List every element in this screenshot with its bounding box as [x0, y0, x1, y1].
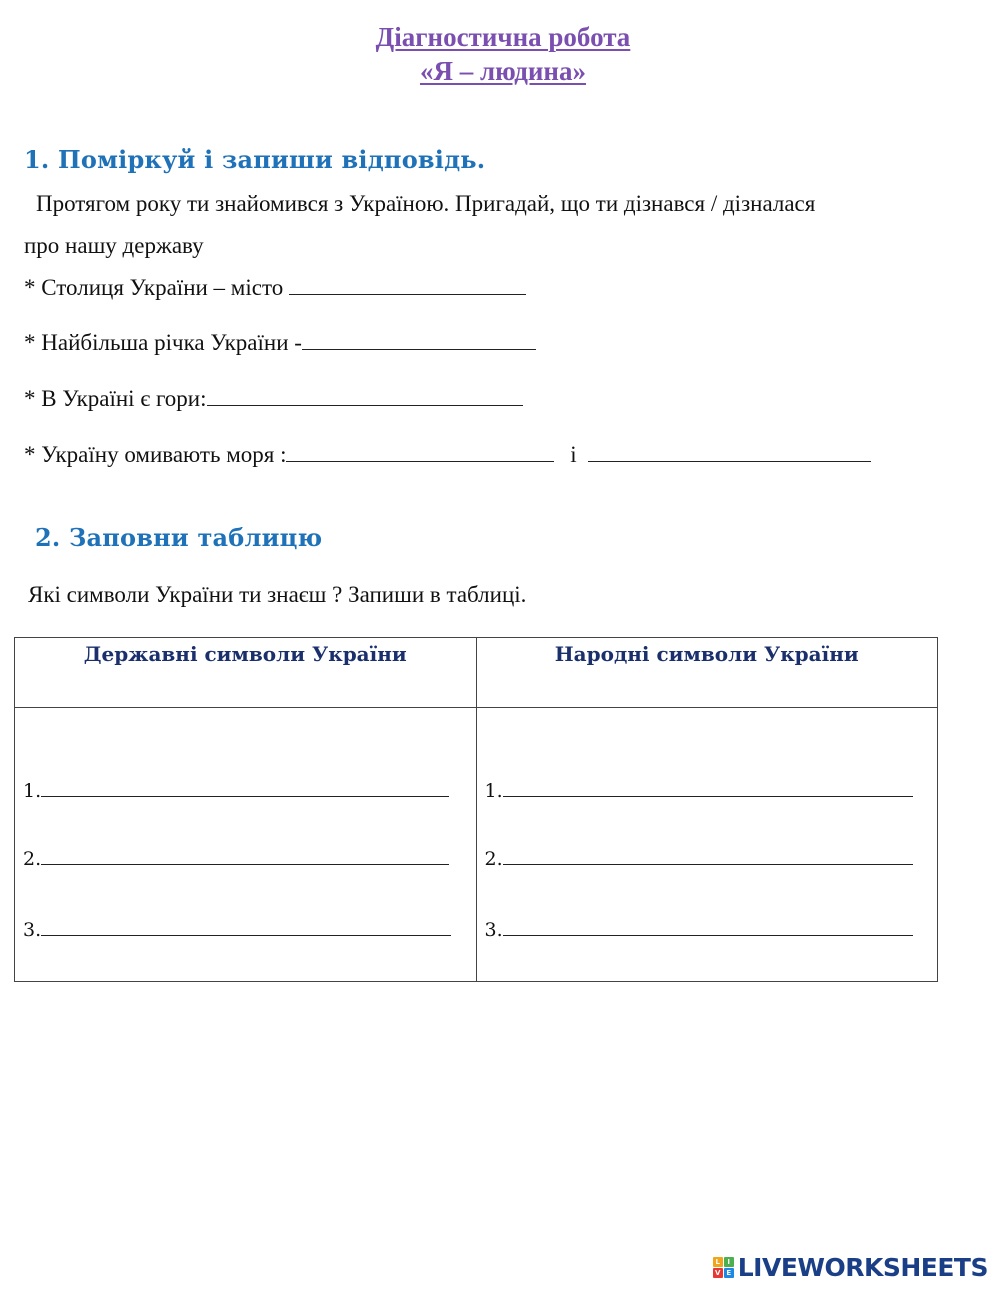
answer-blank-sea-2[interactable] — [588, 441, 871, 462]
symbols-table-header-row — [15, 638, 938, 708]
answer-blank-capital[interactable] — [289, 274, 526, 295]
line-number: 1. — [484, 780, 503, 802]
symbols-table-answer-row — [15, 708, 938, 982]
question-river — [24, 329, 536, 356]
question-mountains — [24, 385, 523, 412]
task1-intro-line1: Протягом року ти знайомився з Україною. Пригадай, що ти дізнався / дізналася — [36, 191, 816, 216]
question-seas-label: * Україну омивають моря : — [24, 442, 287, 467]
state-symbols-header: Державні символи України — [15, 638, 477, 708]
folk-symbol-blank-1[interactable] — [503, 780, 913, 797]
state-symbol-line-3 — [23, 919, 451, 941]
state-symbol-line-2 — [23, 848, 449, 870]
task1-intro-line2: про нашу державу — [24, 233, 204, 258]
folk-symbol-blank-2[interactable] — [503, 848, 913, 865]
folk-symbol-blank-3[interactable] — [503, 919, 913, 936]
state-symbol-blank-2[interactable] — [41, 848, 449, 865]
question-mountains-label: * В Україні є гори: — [24, 386, 207, 411]
line-number: 3. — [23, 919, 42, 941]
question-river-label: * Найбільша річка України - — [24, 330, 302, 355]
folk-symbol-line-1 — [485, 780, 913, 802]
state-symbol-line-1 — [23, 780, 449, 802]
folk-symbols-cell — [476, 708, 938, 982]
logo-tile-e: E — [724, 1268, 734, 1278]
task2-heading: 2. Заповни таблицю — [35, 523, 323, 552]
question-capital-label: * Столиця України – місто — [24, 275, 289, 300]
folk-symbol-line-2 — [485, 848, 913, 870]
folk-symbol-line-3 — [485, 919, 913, 941]
liveworksheets-logo — [713, 1253, 988, 1282]
answer-blank-river[interactable] — [302, 329, 536, 350]
question-seas — [24, 441, 871, 468]
task1-heading: 1. Поміркуй і запиши відповідь. — [24, 145, 486, 174]
answer-blank-mountains[interactable] — [207, 385, 523, 406]
logo-tile-i: I — [724, 1257, 734, 1267]
state-symbols-cell — [15, 708, 477, 982]
line-number: 1. — [23, 780, 42, 802]
state-symbol-blank-1[interactable] — [41, 780, 449, 797]
logo-tile-l: L — [713, 1257, 723, 1267]
logo-tile-v: V — [713, 1268, 723, 1278]
task2-instruction: Які символи України ти знаєш ? Запиши в таблиці. — [28, 582, 527, 607]
line-number: 2. — [23, 848, 42, 870]
logo-mark-icon — [713, 1257, 734, 1278]
logo-text: LIVEWORKSHEETS — [737, 1253, 988, 1282]
line-number: 2. — [484, 848, 503, 870]
line-number: 3. — [484, 919, 503, 941]
question-seas-and: і — [570, 442, 577, 467]
folk-symbols-header: Народні символи України — [476, 638, 938, 708]
question-capital — [24, 274, 526, 301]
symbols-table — [14, 637, 938, 982]
worksheet-subtitle: «Я – людина» — [419, 56, 586, 86]
state-symbol-blank-3[interactable] — [41, 919, 451, 936]
worksheet-title: Діагностична робота — [375, 22, 631, 52]
answer-blank-sea-1[interactable] — [286, 441, 554, 462]
